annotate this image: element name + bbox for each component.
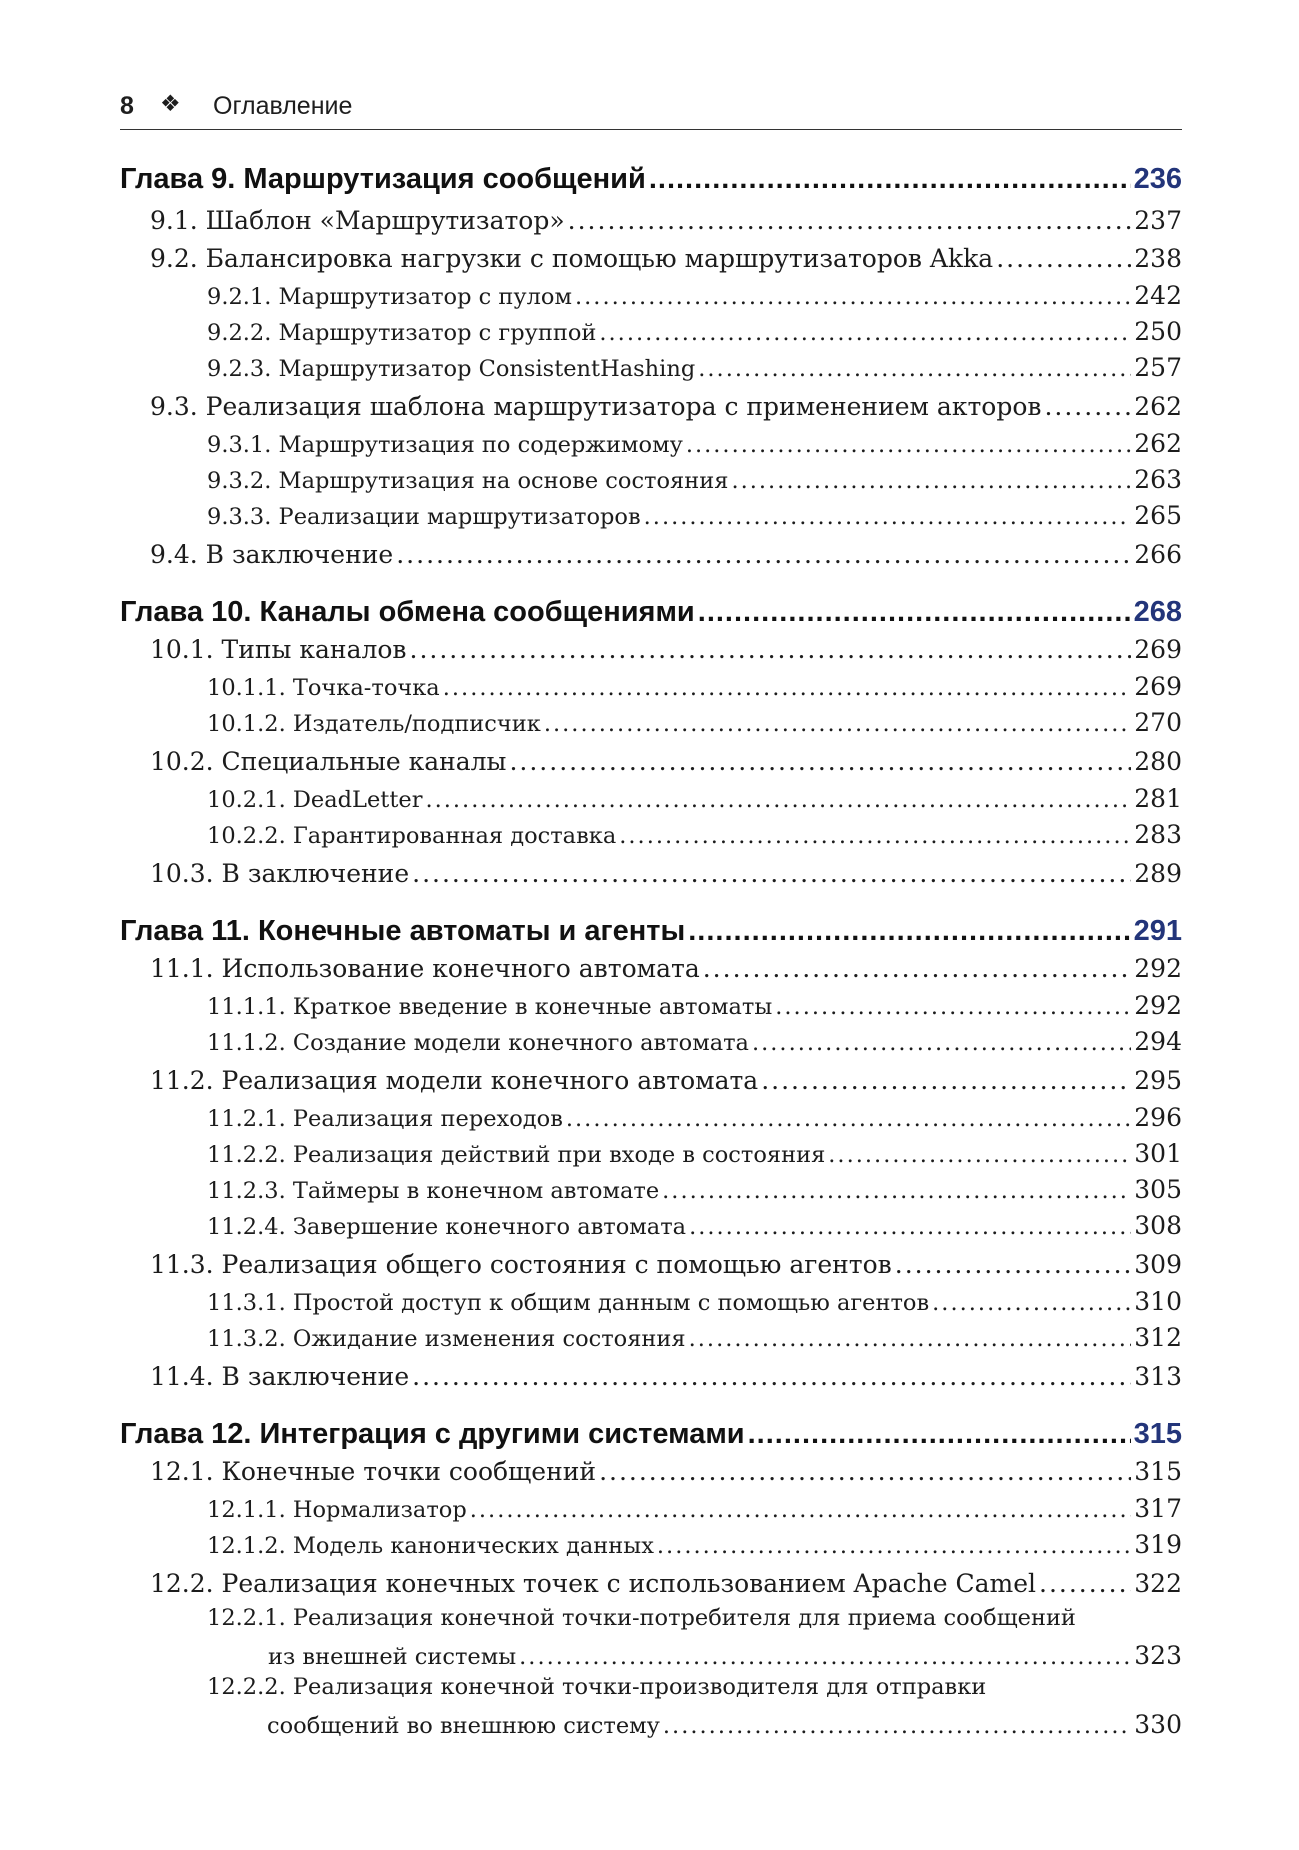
toc-entry-title: сообщений во внешнюю систему (267, 1713, 660, 1739)
toc-page-number: 319 (1134, 1530, 1182, 1559)
dot-leader (649, 163, 1131, 196)
toc-section-entry[interactable] (150, 1066, 1182, 1095)
dot-leader (895, 1250, 1132, 1279)
dot-leader (544, 711, 1131, 737)
toc-page-number: 236 (1133, 163, 1182, 195)
toc-page-number: 283 (1134, 820, 1182, 849)
dot-leader (425, 787, 1131, 813)
dot-leader (568, 206, 1132, 235)
toc-subsection-entry[interactable] (207, 1175, 1182, 1204)
toc-entry-title: 9.2.3. Маршрутизатор ConsistentHashing (207, 356, 696, 382)
dot-leader (657, 1533, 1131, 1559)
toc-entry-title: 12.2. Реализация конечных точек с использованием Apache Camel (150, 1569, 1036, 1598)
toc-entry-title: Глава 12. Интеграция с другими системами (120, 1418, 745, 1450)
toc-entry-title-line: 12.2.2. Реализация конечной точки-производителя для отправки (207, 1674, 987, 1700)
toc-entry-title: 11.1.2. Создание модели конечного автомата (207, 1030, 749, 1056)
toc-entry-title: 11.2.4. Завершение конечного автомата (207, 1214, 687, 1240)
toc-page-number: 296 (1134, 1103, 1182, 1132)
toc-page-number: 315 (1133, 1418, 1182, 1450)
toc-page-number: 242 (1134, 281, 1182, 310)
dot-leader (689, 1214, 1131, 1240)
toc-entry-title: Глава 9. Маршрутизация сообщений (120, 163, 646, 195)
dot-leader (566, 1106, 1131, 1132)
dot-leader (644, 504, 1132, 530)
dot-leader (761, 1066, 1131, 1095)
dot-leader (731, 468, 1131, 494)
toc-entry-title: 9.2. Балансировка нагрузки с помощью маршрутизаторов Akka (150, 244, 994, 273)
dot-leader (412, 1362, 1131, 1391)
dot-leader (1044, 392, 1131, 421)
toc-section-entry[interactable] (150, 540, 1182, 569)
toc-entry-title: 9.2.1. Маршрутизатор с пулом (207, 284, 572, 310)
toc-subsection-entry[interactable] (207, 991, 1182, 1020)
toc-entry-title: 10.1.1. Точка-точка (207, 675, 440, 701)
toc-entry-title: Глава 11. Конечные автоматы и агенты (120, 915, 686, 947)
toc-subsection-entry[interactable] (207, 353, 1182, 382)
toc-subsection-entry[interactable] (268, 1641, 1182, 1670)
toc-entry-title: 10.1.2. Издатель/подписчик (207, 711, 541, 737)
toc-page-number: 317 (1134, 1494, 1182, 1523)
toc-entry-title: 9.2.2. Маршрутизатор с группой (207, 320, 597, 346)
ornament-icon: ❖ (160, 90, 181, 116)
toc-subsection-entry[interactable] (207, 672, 1182, 701)
dot-leader (698, 596, 1131, 629)
toc-subsection-entry[interactable] (207, 1494, 1182, 1523)
toc-section-entry[interactable] (150, 635, 1182, 664)
toc-page-number: 295 (1134, 1066, 1182, 1095)
toc-page-number: 310 (1134, 1287, 1182, 1316)
toc-subsection-entry[interactable] (207, 1139, 1182, 1168)
toc-entry-title: 9.3.1. Маршрутизация по содержимому (207, 432, 683, 458)
dot-leader (412, 859, 1131, 888)
dot-leader (519, 1644, 1131, 1670)
toc-entry-title: 9.3.3. Реализации маршрутизаторов (207, 504, 641, 530)
toc-entry-title: 10.1. Типы каналов (150, 635, 407, 664)
dot-leader (663, 1713, 1131, 1739)
toc-entry-title: 11.2.3. Таймеры в конечном автомате (207, 1178, 660, 1204)
header-rule (120, 129, 1182, 130)
dot-leader (748, 1418, 1131, 1451)
dot-leader (470, 1497, 1132, 1523)
toc-entry-title: 9.3.2. Маршрутизация на основе состояния (207, 468, 729, 494)
toc-page-number: 237 (1134, 206, 1182, 235)
toc-page-number: 262 (1134, 392, 1182, 421)
toc-chapter-entry[interactable] (120, 163, 1182, 196)
toc-section-entry[interactable] (150, 1457, 1182, 1486)
toc-entry-title-line: 12.2.1. Реализация конечной точки-потребителя для приема сообщений (207, 1605, 1076, 1631)
toc-entry-title: 12.1.2. Модель канонических данных (207, 1533, 654, 1559)
dot-leader (686, 432, 1131, 458)
toc-entry-title: 12.1.1. Нормализатор (207, 1497, 467, 1523)
toc-subsection-entry[interactable] (207, 1323, 1182, 1352)
toc-page-number: 330 (1134, 1710, 1182, 1739)
toc-page-number: 292 (1134, 991, 1182, 1020)
toc-chapter-entry[interactable] (120, 915, 1182, 948)
dot-leader (443, 675, 1132, 701)
toc-chapter-entry[interactable] (120, 596, 1182, 629)
toc-section-entry[interactable] (150, 244, 1182, 273)
toc-page-number: 301 (1134, 1139, 1182, 1168)
toc-page-number: 294 (1134, 1027, 1182, 1056)
toc-entry-title: 12.1. Конечные точки сообщений (150, 1457, 597, 1486)
page-number: 8 (120, 92, 134, 120)
toc-page-number: 266 (1134, 540, 1182, 569)
toc-subsection-entry[interactable] (207, 281, 1182, 310)
dot-leader (703, 954, 1132, 983)
toc-section-entry[interactable] (150, 859, 1182, 888)
toc-entry-title: 10.2. Специальные каналы (150, 747, 507, 776)
toc-page-number: 281 (1134, 784, 1182, 813)
toc-page-number: 265 (1134, 501, 1182, 530)
toc-section-entry[interactable] (150, 206, 1182, 235)
toc-entry-title: 11.1. Использование конечного автомата (150, 954, 700, 983)
toc-page-number: 312 (1134, 1323, 1182, 1352)
toc-section-entry[interactable] (150, 392, 1182, 421)
toc-entry-title: 9.4. В заключение (150, 540, 394, 569)
toc-entry-title: из внешней системы (268, 1644, 517, 1670)
toc-subsection-entry[interactable] (207, 1103, 1182, 1132)
toc-subsection-entry[interactable] (207, 708, 1182, 737)
toc-page-number: 270 (1134, 708, 1182, 737)
toc-subsection-entry[interactable] (207, 1027, 1182, 1056)
toc-page-number: 262 (1134, 429, 1182, 458)
toc-subsection-entry[interactable] (207, 784, 1182, 813)
dot-leader (575, 284, 1131, 310)
toc-section-entry[interactable] (150, 1250, 1182, 1279)
toc-page-number: 250 (1134, 317, 1182, 346)
toc-section-entry[interactable] (150, 954, 1182, 983)
toc-entry-title: 11.2.2. Реализация действий при входе в состояния (207, 1142, 826, 1168)
toc-page-number: 315 (1134, 1457, 1182, 1486)
toc-subsection-entry[interactable] (207, 465, 1182, 494)
dot-leader (828, 1142, 1131, 1168)
toc-entry-title: 10.2.2. Гарантированная доставка (207, 823, 617, 849)
toc-page-number: 305 (1134, 1175, 1182, 1204)
toc-subsection-entry[interactable] (207, 1211, 1182, 1240)
toc-entry-title: 9.3. Реализация шаблона маршрутизатора с применением акторов (150, 392, 1042, 421)
toc-page-number: 323 (1134, 1641, 1182, 1670)
toc-entry-title: 11.3.1. Простой доступ к общим данным с помощью агентов (207, 1290, 930, 1316)
dot-leader (509, 747, 1131, 776)
toc-page-number: 292 (1134, 954, 1182, 983)
toc-page-number: 313 (1134, 1362, 1182, 1391)
toc-subsection-entry[interactable] (207, 429, 1182, 458)
toc-chapter-entry[interactable] (120, 1418, 1182, 1451)
toc-entry-title: 11.3. Реализация общего состояния с помощью агентов (150, 1250, 892, 1279)
toc-entry-title: 9.1. Шаблон «Маршрутизатор» (150, 206, 565, 235)
toc-section-entry[interactable] (150, 747, 1182, 776)
toc-page-number: 309 (1134, 1250, 1182, 1279)
toc-page-number: 289 (1134, 859, 1182, 888)
dot-leader (775, 994, 1131, 1020)
dot-leader (599, 320, 1131, 346)
dot-leader (689, 1326, 1132, 1352)
toc-page-number: 291 (1133, 915, 1182, 947)
toc-subsection-entry[interactable] (207, 317, 1182, 346)
dot-leader (619, 823, 1131, 849)
dot-leader (396, 540, 1131, 569)
dot-leader (410, 635, 1132, 664)
toc-page-number: 268 (1133, 596, 1182, 628)
toc-page-number: 257 (1134, 353, 1182, 382)
toc-entry-title: 11.2.1. Реализация переходов (207, 1106, 563, 1132)
toc-section-entry[interactable] (150, 1569, 1182, 1598)
dot-leader (688, 915, 1130, 948)
toc-entry-title: 10.2.1. DeadLetter (207, 787, 423, 813)
toc-page-number: 308 (1134, 1211, 1182, 1240)
toc-subsection-entry[interactable] (207, 820, 1182, 849)
dot-leader (599, 1457, 1131, 1486)
toc-page-number: 322 (1134, 1569, 1182, 1598)
dot-leader (752, 1030, 1131, 1056)
running-header (120, 92, 1182, 132)
running-title: Оглавление (213, 92, 353, 120)
toc-subsection-entry[interactable] (207, 1530, 1182, 1559)
toc-entry-title: 11.2. Реализация модели конечного автомата (150, 1066, 759, 1095)
dot-leader (932, 1290, 1131, 1316)
toc-entry-title: 11.3.2. Ожидание изменения состояния (207, 1326, 686, 1352)
dot-leader (1039, 1569, 1131, 1598)
toc-subsection-entry[interactable] (267, 1710, 1182, 1739)
dot-leader (698, 356, 1131, 382)
dot-leader (662, 1178, 1131, 1204)
toc-entry-title: 11.4. В заключение (150, 1362, 410, 1391)
toc-entry-title: 10.3. В заключение (150, 859, 410, 888)
toc-page-number: 269 (1134, 635, 1182, 664)
dot-leader (996, 244, 1131, 273)
toc-entry-title: 11.1.1. Краткое введение в конечные автоматы (207, 994, 773, 1020)
toc-page-number: 238 (1134, 244, 1182, 273)
toc-subsection-entry[interactable] (207, 1287, 1182, 1316)
toc-subsection-entry[interactable] (207, 501, 1182, 530)
toc-page-number: 280 (1134, 747, 1182, 776)
toc-section-entry[interactable] (150, 1362, 1182, 1391)
toc-entry-title: Глава 10. Каналы обмена сообщениями (120, 596, 695, 628)
toc-page-number: 269 (1134, 672, 1182, 701)
toc-page-number: 263 (1134, 465, 1182, 494)
